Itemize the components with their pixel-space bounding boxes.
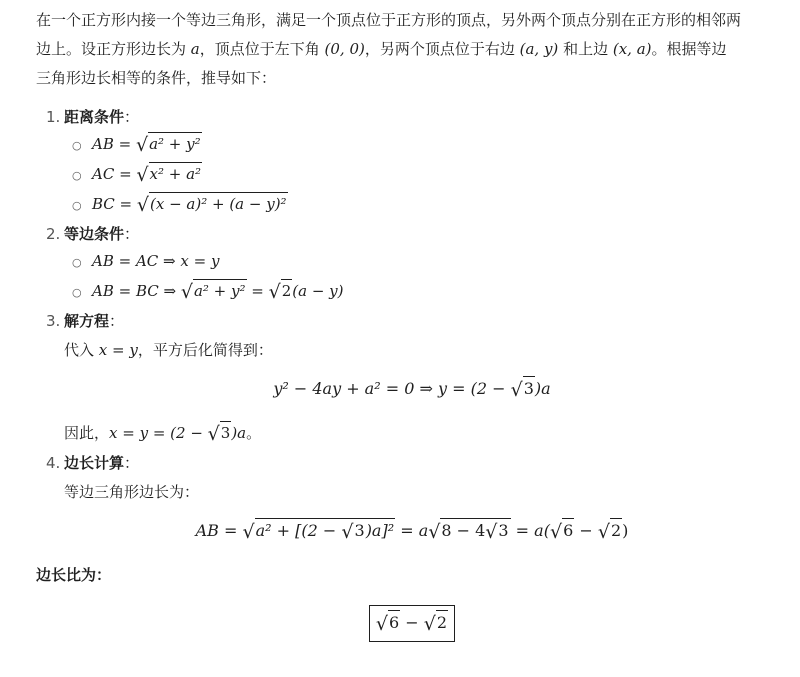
radicand: a² + y² — [148, 132, 202, 153]
formula-ac — [72, 163, 788, 187]
sqrt-expr — [598, 516, 622, 547]
radicand: 3 — [497, 518, 509, 540]
radicand: 3 — [220, 421, 232, 442]
step-heading — [46, 452, 788, 474]
point-top: (x, a) — [612, 40, 652, 58]
sqrt-expr — [511, 374, 535, 405]
radicand-part: )a]² — [365, 521, 395, 540]
sqrt-expr — [269, 280, 293, 303]
step-distance — [36, 106, 788, 217]
point-right: (a, y) — [519, 40, 559, 58]
formula-tail: (a − y) — [292, 282, 344, 300]
step-title: 距离条件 — [64, 108, 125, 126]
radical-icon: √ — [136, 194, 149, 216]
formula-expr: AB = AC ⇒ x = y — [92, 252, 220, 270]
intro-line2-d: 和上边 — [558, 40, 613, 58]
intro-line1: 在一个正方形内接一个等边三角形，满足一个顶点位于正方形的顶点，另外两个顶点分别在正方形的相邻两 — [36, 11, 742, 29]
formula-lhs: BC — [92, 195, 115, 213]
point-origin: (0, 0) — [324, 40, 365, 58]
sqrt-expr — [428, 516, 510, 547]
text-part: 因此， — [64, 424, 110, 442]
step-side-length — [36, 452, 788, 547]
step-title: 边长计算 — [64, 454, 125, 472]
radicand-part: 8 − 4 — [441, 521, 486, 540]
formula-lhs: AB — [92, 135, 114, 153]
inline-math: )a — [231, 424, 247, 442]
bullet-icon: ○ — [72, 139, 82, 152]
formula-bc — [72, 193, 788, 217]
step-text — [64, 338, 788, 362]
radical-icon: √ — [549, 521, 563, 543]
document — [36, 6, 788, 642]
inline-math: x = y — [98, 341, 138, 359]
bullet-icon: ○ — [72, 199, 82, 212]
radicand: 3 — [354, 518, 366, 540]
step-title: 等边条件 — [64, 225, 125, 243]
step-items — [72, 133, 788, 217]
radical-icon: √ — [242, 521, 255, 543]
step-colon: ： — [124, 225, 140, 243]
equation-part: AB = — [195, 521, 243, 540]
step-text: 等边三角形边长为： — [64, 483, 200, 501]
intro-line3: 三角形边长相等的条件，推导如下： — [36, 69, 277, 87]
steps-list — [36, 106, 788, 547]
radical-icon: √ — [510, 379, 523, 401]
radical-icon: √ — [136, 164, 149, 186]
sqrt-expr — [485, 516, 509, 547]
step-title: 解方程 — [64, 312, 110, 330]
bullet-icon: ○ — [72, 286, 82, 299]
radical-icon: √ — [428, 521, 441, 543]
step-items — [72, 250, 788, 304]
formula-eq: = — [246, 282, 269, 300]
radical-icon: √ — [423, 613, 436, 635]
sqrt-expr — [243, 516, 396, 547]
step-conclusion — [64, 421, 788, 446]
step-colon: ： — [124, 454, 140, 472]
equation-part: = a( — [510, 521, 550, 540]
radicand — [255, 518, 396, 543]
sqrt-expr — [341, 516, 365, 547]
intro-line2-a: 边上。设正方形边长为 — [36, 40, 191, 58]
sqrt-expr — [550, 516, 574, 547]
equation-part: y² − 4ay + a² = 0 ⇒ y = (2 − — [273, 379, 511, 398]
radicand-part: a² + [(2 − — [255, 521, 342, 540]
radicand: a² + y² — [193, 279, 247, 300]
summary-answer — [36, 605, 788, 642]
step-colon: ： — [109, 312, 125, 330]
text-part: ，平方后化简得到： — [137, 341, 273, 359]
radical-icon: √ — [375, 613, 389, 635]
radical-icon: √ — [485, 521, 498, 543]
radicand: 3 — [523, 376, 535, 398]
radical-icon: √ — [180, 281, 193, 303]
sqrt-expr — [136, 163, 202, 186]
equation-part: ) — [622, 521, 629, 540]
step-number: 4. — [46, 454, 61, 472]
formula-ab-ac — [72, 250, 788, 274]
intro-line2-e: 。根据等边 — [651, 40, 727, 58]
step-solve — [36, 310, 788, 446]
step-heading — [46, 310, 788, 332]
inline-math: x = y = (2 − — [109, 424, 208, 442]
step-number: 1. — [46, 108, 61, 126]
boxed-answer — [369, 605, 455, 642]
bullet-icon: ○ — [72, 256, 82, 269]
intro-line2-c: ，另两个顶点位于右边 — [364, 40, 520, 58]
formula-lhs: AC — [92, 165, 115, 183]
step-heading — [46, 106, 788, 128]
intro-paragraph — [36, 6, 788, 93]
radical-icon: √ — [268, 281, 281, 303]
sqrt-expr — [208, 421, 232, 446]
sqrt-expr — [376, 610, 400, 637]
sqrt-expr — [136, 133, 202, 156]
sqrt-expr — [424, 610, 448, 637]
radicand: 2 — [436, 610, 448, 632]
radicand: 2 — [281, 279, 293, 300]
radicand — [440, 518, 510, 543]
display-equation — [36, 516, 788, 547]
display-equation — [36, 374, 788, 405]
radical-icon: √ — [135, 134, 149, 156]
formula-eq: = — [113, 135, 136, 153]
intro-line2-b: ，顶点位于左下角 — [199, 40, 325, 58]
sqrt-expr — [181, 280, 247, 303]
summary-label: 边长比为： — [36, 566, 112, 584]
step-number: 2. — [46, 225, 61, 243]
text-part: 。 — [246, 424, 262, 442]
formula-eq: = — [114, 165, 137, 183]
var-a: a — [190, 40, 200, 58]
radicand: 6 — [562, 518, 574, 540]
formula-eq: = — [114, 195, 137, 213]
step-number: 3. — [46, 312, 61, 330]
bullet-icon: ○ — [72, 169, 82, 182]
radicand: 2 — [610, 518, 622, 540]
equation-part: − — [574, 521, 598, 540]
radicand: x² + a² — [149, 162, 203, 183]
equation-part: = a — [395, 521, 429, 540]
equation-part: )a — [534, 379, 551, 398]
step-equilateral — [36, 223, 788, 304]
radical-icon: √ — [597, 521, 610, 543]
formula-lhs: AB = BC ⇒ — [92, 282, 181, 300]
step-colon: ： — [124, 108, 140, 126]
radicand: (x − a)² + (a − y)² — [149, 192, 288, 213]
radical-icon: √ — [207, 423, 220, 445]
radicand: 6 — [388, 610, 400, 632]
text-part: 代入 — [64, 341, 99, 359]
answer-minus: − — [400, 613, 424, 632]
sqrt-expr — [137, 193, 288, 216]
step-heading — [46, 223, 788, 245]
radical-icon: √ — [341, 521, 354, 543]
formula-ab — [72, 133, 788, 157]
formula-ab-bc — [72, 280, 788, 304]
